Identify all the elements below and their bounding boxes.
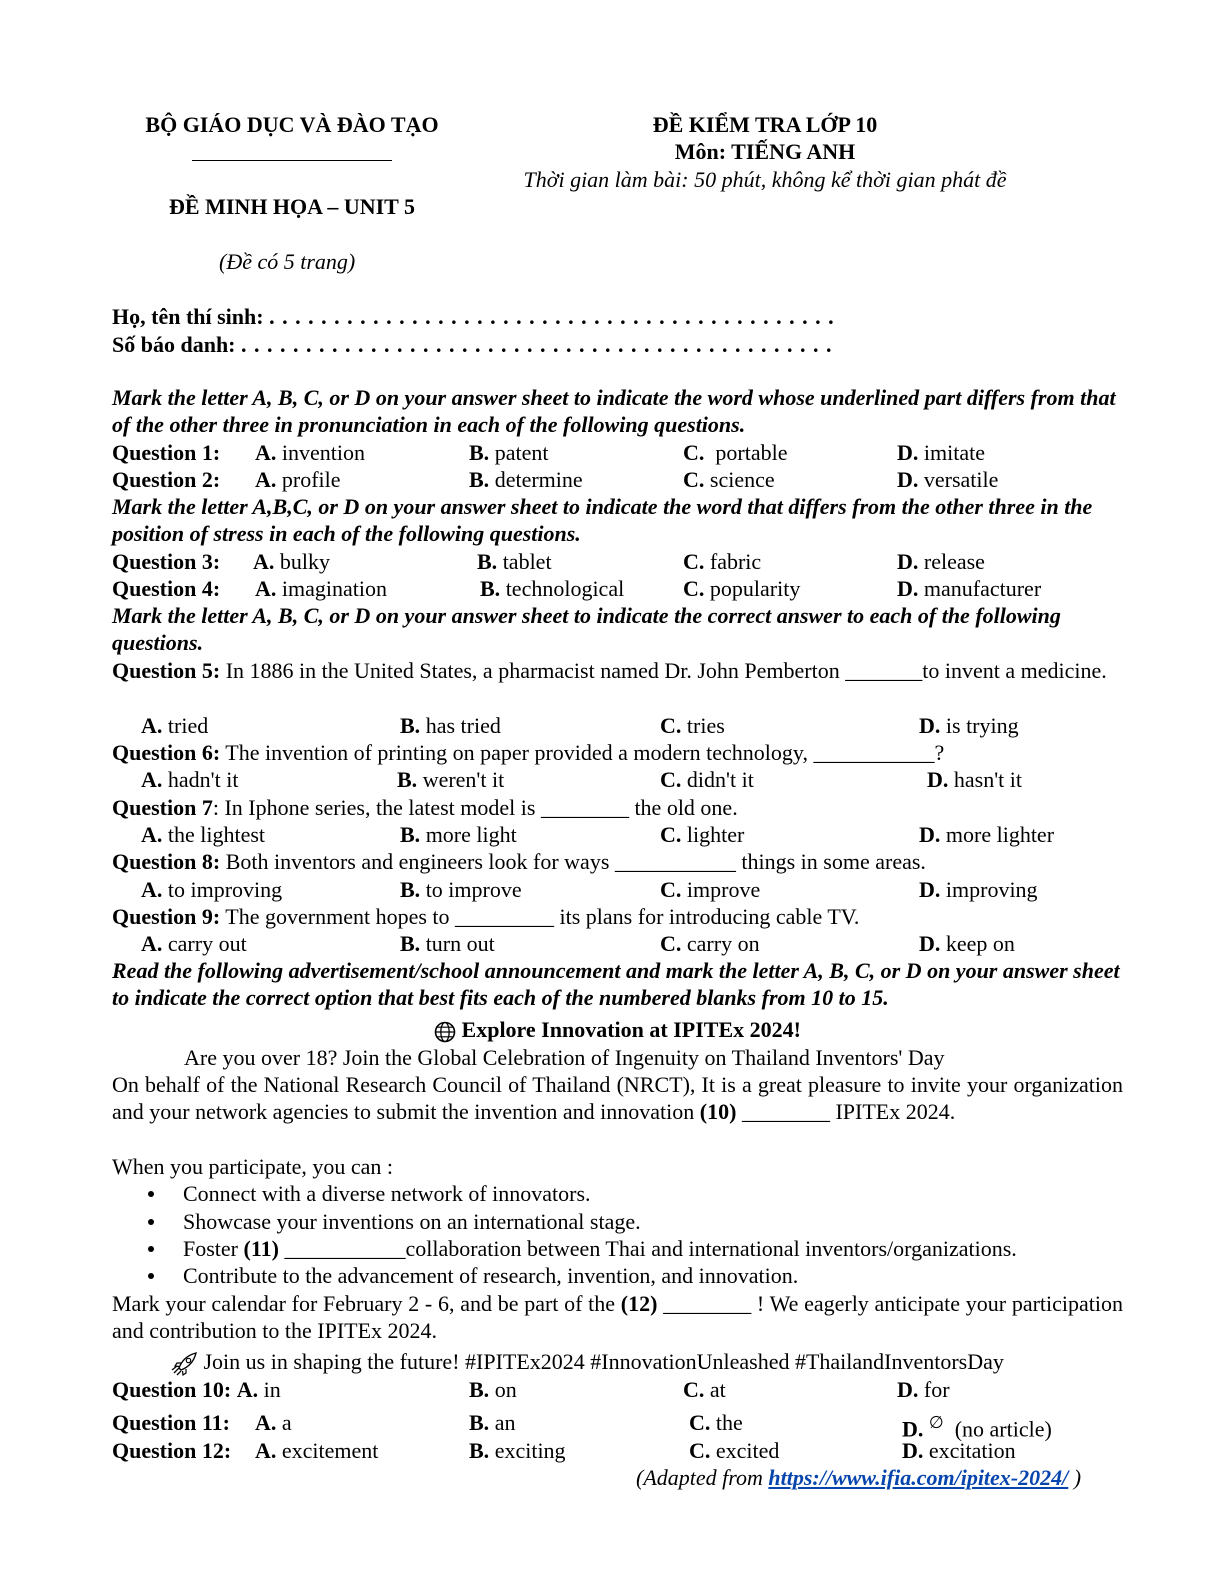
question-5-stem: Question 5: In 1886 in the United States, a pharmacist named Dr. John Pemberton _______to invent a medicine. — [112, 658, 1107, 683]
option-c[interactable]: C. at — [683, 1377, 726, 1402]
question-label: Question 4: — [112, 576, 221, 601]
option-c[interactable]: C. the — [689, 1410, 743, 1435]
question-4 — [112, 575, 1112, 602]
question-8-options — [112, 876, 1112, 903]
question-2 — [112, 466, 1112, 493]
question-1 — [112, 439, 1112, 466]
bullet-dot — [148, 1246, 154, 1252]
option-c[interactable]: C. carry on — [660, 931, 760, 956]
ad-closing: Join us in shaping the future! #IPITEx2024 #InnovationUnleashed #ThailandInventorsDay — [170, 1348, 1004, 1377]
option-b[interactable]: B. to improve — [400, 877, 522, 902]
option-a[interactable]: A. profile — [255, 467, 341, 492]
question-label: Question 2: — [112, 467, 221, 492]
question-9-options — [112, 930, 1112, 957]
blank-12-number: (12) — [620, 1291, 658, 1316]
option-b[interactable]: B. weren't it — [397, 767, 505, 792]
exam-code-title: ĐỀ MINH HỌA – UNIT 5 — [169, 194, 415, 219]
question-9-stem: Question 9: The government hopes to _________ its plans for introducing cable TV. — [112, 904, 860, 929]
option-a[interactable]: A. bulky — [253, 549, 331, 574]
option-d[interactable]: D. hasn't it — [927, 767, 1023, 792]
option-b[interactable]: B. has tried — [400, 713, 501, 738]
instruction-stress: Mark the letter A,B,C, or D on your answer sheet to indicate the word that differs from the other three in the position of stress in each of the following questions. — [112, 494, 1093, 546]
globe-icon — [434, 1017, 462, 1042]
question-7-stem: Question 7: In Iphone series, the latest model is ________ the old one. — [112, 795, 738, 820]
bullet-dot — [148, 1273, 154, 1279]
option-a[interactable]: A. hadn't it — [141, 767, 239, 792]
option-c[interactable]: C. fabric — [683, 549, 762, 574]
option-b[interactable]: B. exciting — [469, 1438, 566, 1463]
ad-title: Explore Innovation at IPITEx 2024! — [112, 1016, 1123, 1043]
question-label: Question 10: — [112, 1377, 232, 1402]
option-d[interactable]: D. is trying — [919, 713, 1019, 738]
question-label: Question 12: — [112, 1438, 232, 1463]
question-label: Question 11: — [112, 1410, 230, 1435]
option-c[interactable]: C. science — [683, 467, 775, 492]
question-6-options — [112, 766, 1112, 793]
option-c[interactable]: C. improve — [660, 877, 761, 902]
option-d[interactable]: D. more lighter — [919, 822, 1055, 847]
candidate-name-field[interactable]: . . . . . . . . . . . . . . . . . . . . . . . . . . . . . . . . . . . . . . . . . . . . — [269, 304, 835, 329]
option-a[interactable]: A. imagination — [255, 576, 387, 601]
exam-time: Thời gian làm bài: 50 phút, không kể thời gian phát đề — [523, 167, 1007, 192]
option-c[interactable]: C. portable — [683, 440, 788, 465]
instruction-reading: Read the following advertisement/school announcement and mark the letter A, B, C, or D on your answer sheet to indicate the correct option that best fits each of the numbered blanks from 10 to 15. — [112, 958, 1120, 1010]
option-b[interactable]: B. turn out — [400, 931, 495, 956]
question-label: Question 5: — [112, 658, 221, 683]
candidate-name-label: Họ, tên thí sinh: — [112, 304, 264, 329]
option-b[interactable]: B. an — [469, 1410, 516, 1435]
blank-10-number: (10) — [699, 1099, 737, 1124]
ad-paragraph-1: On behalf of the National Research Council of Thailand (NRCT), It is a great pleasure to invite your organization and your network agencies to submit the invention and innovation (10) ________ IPITEx 2024. — [112, 1072, 1123, 1124]
question-label: Question 8: — [112, 849, 221, 874]
option-a[interactable]: A. the lightest — [141, 822, 266, 847]
instruction-correct-answer: Mark the letter A, B, C, or D on your answer sheet to indicate the correct answer to each of the following questions. — [112, 603, 1061, 655]
option-c[interactable]: C. didn't it — [660, 767, 754, 792]
question-10 — [112, 1376, 1112, 1403]
blank-11-number: (11) — [243, 1236, 279, 1261]
candidate-name-row — [112, 303, 835, 330]
option-d[interactable]: D. improving — [919, 877, 1038, 902]
candidate-id-field[interactable]: . . . . . . . . . . . . . . . . . . . . . . . . . . . . . . . . . . . . . . . . . . . . . . — [241, 332, 833, 357]
question-label: Question 1: — [112, 440, 221, 465]
question-12 — [112, 1437, 1112, 1464]
option-a[interactable]: A. carry out — [141, 931, 247, 956]
option-a[interactable]: A. excitement — [255, 1438, 379, 1463]
option-b[interactable]: B. tablet — [477, 549, 552, 574]
option-a[interactable]: A. to improving — [141, 877, 283, 902]
option-c[interactable]: C. tries — [660, 713, 725, 738]
option-d[interactable]: D. release — [897, 549, 985, 574]
candidate-id-label: Số báo danh: — [112, 332, 236, 357]
ad-paragraph-3: Mark your calendar for February 2 - 6, and be part of the (12) ________ ! We eagerly anticipate your participation and contribution to the IPITEx 2024. — [112, 1291, 1124, 1343]
question-label: Question 7 — [112, 795, 213, 820]
page-count: (Đề có 5 trang) — [219, 249, 356, 274]
option-b[interactable]: B. determine — [469, 467, 583, 492]
option-b[interactable]: B. on — [469, 1377, 517, 1402]
option-d[interactable]: D. excitation — [902, 1438, 1016, 1463]
option-d[interactable]: D. keep on — [919, 931, 1015, 956]
ad-tagline: Are you over 18? Join the Global Celebration of Ingenuity on Thailand Inventors' Day — [184, 1045, 945, 1070]
option-d[interactable]: D. versatile — [897, 467, 999, 492]
empty-set-symbol: ∅ — [928, 1413, 944, 1432]
instruction-pronunciation: Mark the letter A, B, C, or D on your answer sheet to indicate the word whose underlined part differs from that of the other three in pronunciation in each of the following questions. — [112, 385, 1116, 437]
source-citation: (Adapted from https://www.ifia.com/ipitex-2024/ ) — [636, 1465, 1082, 1490]
question-label: Question 3: — [112, 549, 221, 574]
question-3 — [112, 548, 1112, 575]
candidate-id-row — [112, 331, 833, 358]
exam-subject: Môn: TIẾNG ANH — [674, 139, 856, 164]
ad-paragraph-2: When you participate, you can : — [112, 1154, 394, 1179]
bullet-dot — [148, 1191, 154, 1197]
question-6-stem: Question 6: The invention of printing on paper provided a modern technology, ___________? — [112, 740, 945, 765]
option-b[interactable]: B. patent — [469, 440, 549, 465]
question-5-options — [112, 712, 1112, 739]
rocket-icon — [170, 1349, 204, 1374]
option-d[interactable]: D. ∅ (no article) — [902, 1413, 1052, 1442]
option-a[interactable]: Question 10: A. in — [112, 1377, 281, 1402]
question-11 — [112, 1409, 1112, 1442]
option-c[interactable]: C. lighter — [660, 822, 745, 847]
header-rule — [192, 160, 392, 161]
option-a[interactable]: A. tried — [141, 713, 209, 738]
option-a[interactable]: A. a — [255, 1410, 292, 1435]
option-d[interactable]: D. for — [897, 1377, 950, 1402]
question-7-options — [112, 821, 1112, 848]
option-b[interactable]: B. more light — [400, 822, 517, 847]
option-a[interactable]: A. invention — [255, 440, 365, 465]
option-d[interactable]: D. manufacturer — [897, 576, 1042, 601]
bullet-dot — [148, 1219, 154, 1225]
option-b[interactable]: B. technological — [480, 576, 625, 601]
option-c[interactable]: C. popularity — [683, 576, 801, 601]
exam-title: ĐỀ KIỂM TRA LỚP 10 — [652, 112, 878, 137]
option-c[interactable]: C. excited — [689, 1438, 780, 1463]
option-d[interactable]: D. imitate — [897, 440, 985, 465]
source-link[interactable]: https://www.ifia.com/ipitex-2024/ — [768, 1465, 1069, 1490]
question-8-stem: Question 8: Both inventors and engineers look for ways ___________ things in some areas. — [112, 849, 926, 874]
ministry-name: BỘ GIÁO DỤC VÀ ĐÀO TẠO — [145, 112, 439, 137]
question-label: Question 9: — [112, 904, 221, 929]
question-label: Question 6: — [112, 740, 221, 765]
